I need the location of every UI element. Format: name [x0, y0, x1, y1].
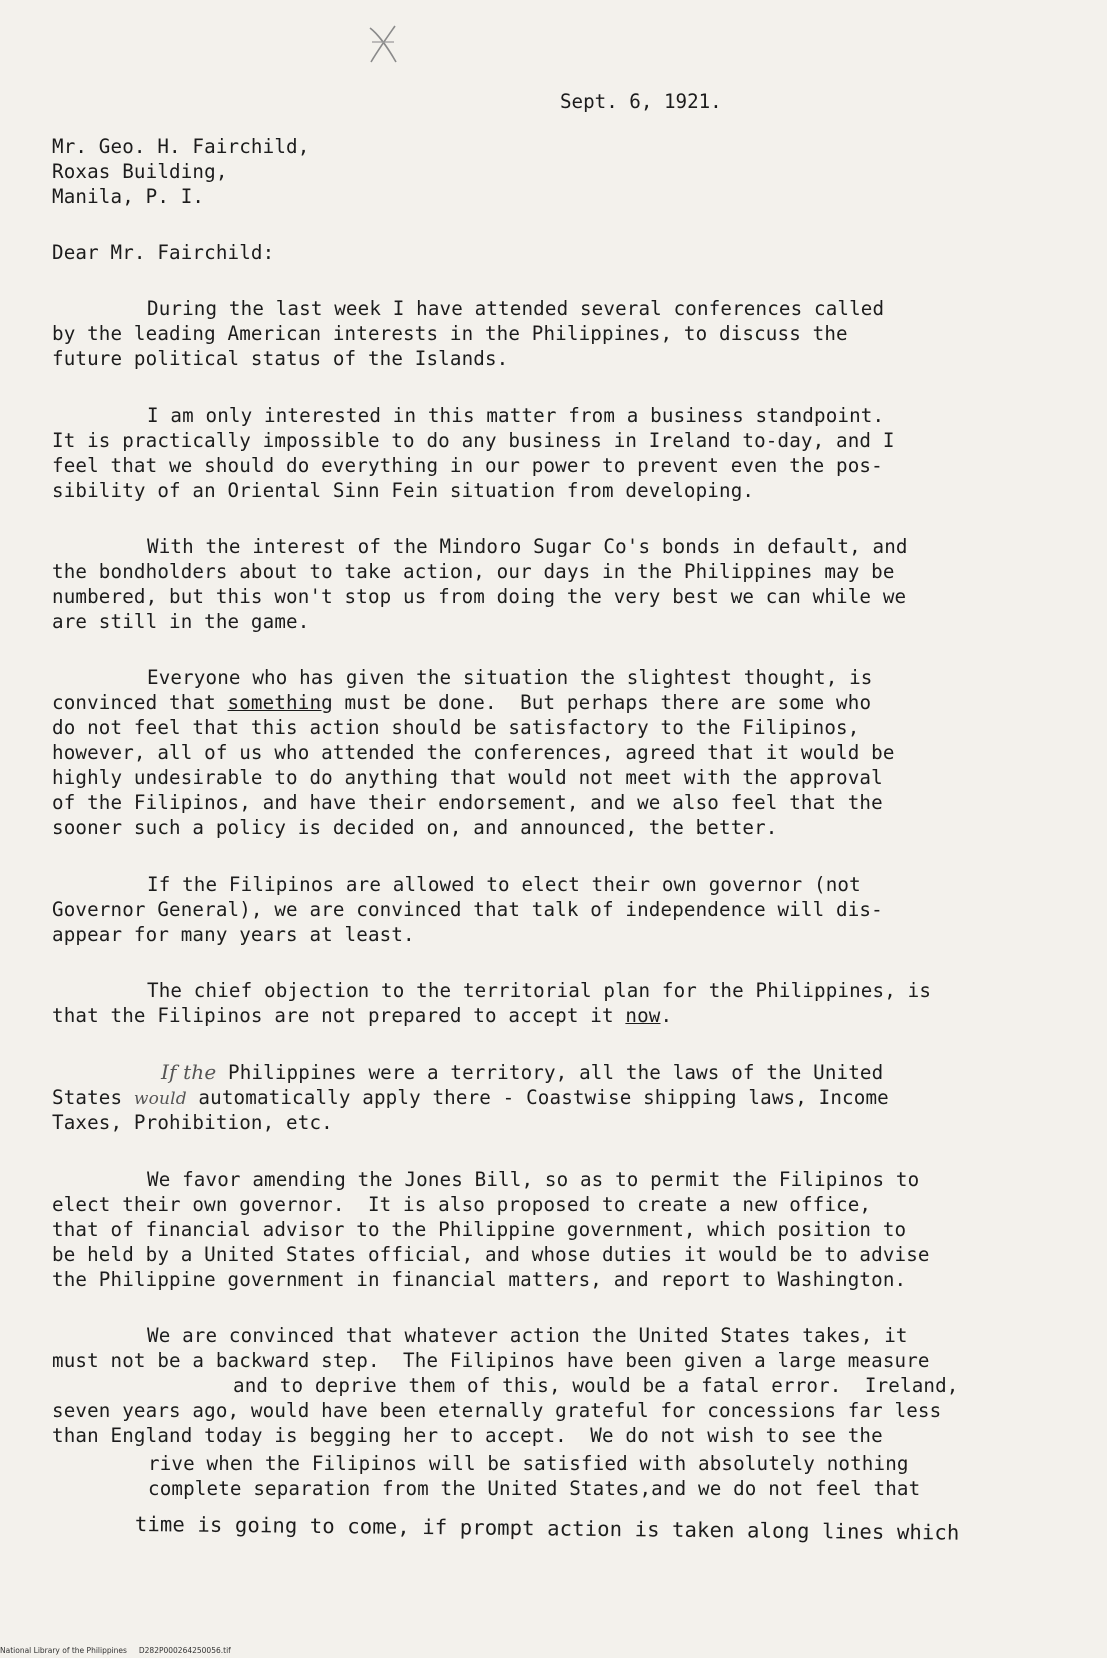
paragraph-line: Taxes, Prohibition, etc.	[52, 1111, 333, 1134]
text-segment: must be done. But perhaps there are some who	[332, 691, 872, 714]
paragraph-line: We are convinced that whatever action the United States takes, it	[147, 1324, 908, 1347]
paragraph-line	[52, 1003, 672, 1028]
handwritten-insertion: would	[133, 1089, 187, 1109]
handwritten-insertion: If the	[161, 1060, 217, 1084]
address-line: Mr. Geo. H. Fairchild,	[52, 135, 310, 158]
paragraph-line: It is practically impossible to do any business in Ireland to-day, and I	[52, 429, 895, 452]
paragraph-line: appear for many years at least.	[52, 923, 415, 946]
paragraph-line: than England today is begging her to accept. We do not wish to see the	[52, 1424, 883, 1447]
paragraph-line: do not feel that this action should be satisfactory to the Filipinos,	[52, 716, 860, 739]
paragraph-line: the Philippine government in financial matters, and report to Washington.	[52, 1268, 907, 1291]
handwritten-x-mark	[366, 20, 400, 68]
underlined-word: now	[625, 1004, 661, 1027]
paragraph-line: I am only interested in this matter from a business standpoint.	[147, 404, 885, 427]
paragraph-line: the bondholders about to take action, our days in the Philippines may be	[52, 560, 895, 583]
letter-date: Sept. 6, 1921.	[560, 90, 722, 113]
text-segment: .	[660, 1004, 673, 1027]
paragraph-line: of the Filipinos, and have their endorsement, and we also feel that the	[52, 791, 883, 814]
paragraph-line: are still in the game.	[52, 610, 310, 633]
text-segment: automatically apply there - Coastwise shipping laws, Income	[186, 1086, 889, 1109]
paragraph-line	[52, 1085, 889, 1112]
paragraph-line: We favor amending the Jones Bill, so as to permit the Filipinos to	[147, 1168, 920, 1191]
text-segment: States	[52, 1086, 134, 1109]
paragraph-line: rive when the Filipinos will be satisfied with absolutely nothing	[148, 1452, 909, 1475]
paragraph-line: be held by a United States official, and whose duties it would be to advise	[52, 1243, 930, 1266]
paragraph-line: Governor General), we are convinced that talk of independence will dis-	[52, 898, 883, 921]
address-line: Manila, P. I.	[52, 185, 205, 208]
paragraph-line: however, all of us who attended the conferences, agreed that it would be	[52, 741, 895, 764]
paragraph-line: and to deprive them of this, would be a fatal error. Ireland,	[233, 1374, 959, 1397]
text-segment: Philippines were a territory, all the laws of the United	[228, 1061, 884, 1084]
text-segment: that the Filipinos are not prepared to accept it	[52, 1004, 626, 1027]
underlined-word: something	[227, 691, 333, 714]
paragraph-line: complete separation from the United States,and we do not feel that	[148, 1477, 921, 1500]
salutation: Dear Mr. Fairchild:	[52, 241, 275, 264]
paragraph-line: sibility of an Oriental Sinn Fein situation from developing.	[52, 479, 755, 502]
paragraph-line: seven years ago, would have been eternally grateful for concessions far less	[52, 1399, 942, 1422]
paragraph-line: that of financial advisor to the Philippine government, which position to	[52, 1218, 907, 1241]
address-line: Roxas Building,	[52, 160, 228, 183]
paragraph-line: numbered, but this won't stop us from doing the very best we can while we	[52, 585, 907, 608]
paragraph-line: sooner such a policy is decided on, and announced, the better.	[52, 816, 778, 839]
paragraph-line: future political status of the Islands.	[52, 347, 509, 370]
paragraph-line: Everyone who has given the situation the slightest thought, is	[147, 666, 873, 689]
paragraph-line: highly undesirable to do anything that would not meet with the approval	[52, 766, 883, 789]
paragraph-line: must not be a backward step. The Filipinos have been given a large measure	[52, 1349, 930, 1372]
text-segment: convinced that	[52, 691, 228, 714]
paragraph-line: time is going to come, if prompt action is taken along lines which	[134, 1512, 960, 1545]
paragraph-line: elect their own governor. It is also proposed to create a new office,	[52, 1193, 872, 1216]
paragraph-line: During the last week I have attended several conferences called	[147, 297, 885, 320]
paragraph-line: by the leading American interests in the Philippines, to discuss the	[52, 322, 848, 345]
paragraph-line	[161, 1060, 883, 1085]
paragraph-line: The chief objection to the territorial plan for the Philippines, is	[147, 979, 932, 1002]
archive-footer: National Library of the Philippines D282P000264250056.tif	[0, 1646, 231, 1655]
paragraph-line	[52, 690, 871, 715]
paragraph-line: With the interest of the Mindoro Sugar Co's bonds in default, and	[147, 535, 908, 558]
paragraph-line: feel that we should do everything in our power to prevent even the pos-	[52, 454, 883, 477]
paragraph-line: If the Filipinos are allowed to elect their own governor (not	[147, 873, 861, 896]
